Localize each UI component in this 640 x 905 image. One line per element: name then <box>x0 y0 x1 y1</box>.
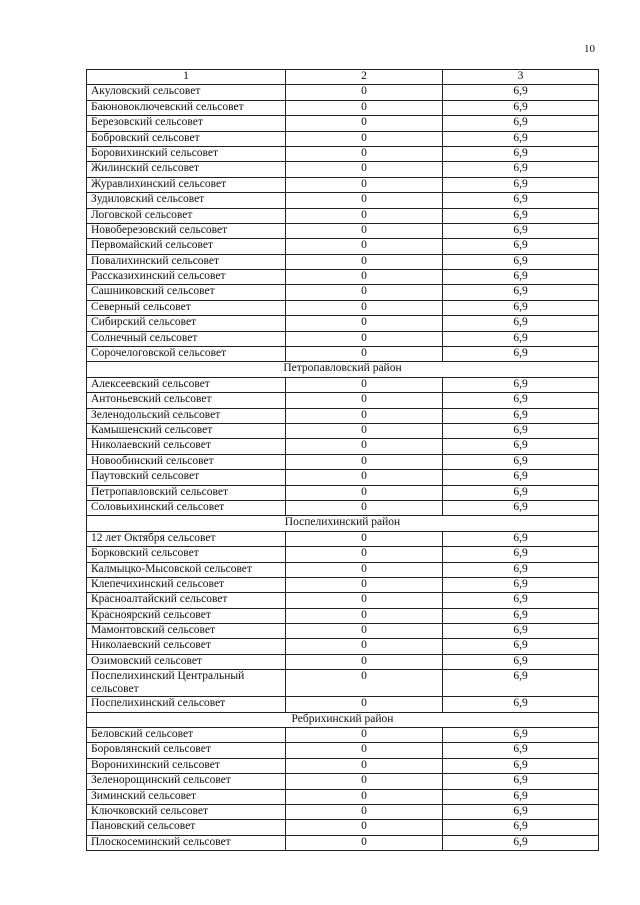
cell-name: Красноалтайский сельсовет <box>87 593 286 608</box>
cell-value-2: 0 <box>286 454 443 469</box>
cell-value-2: 0 <box>286 347 443 362</box>
section-title: Поспелихинский район <box>87 516 599 531</box>
cell-name: Беловский сельсовет <box>87 728 286 743</box>
cell-value-2: 0 <box>286 408 443 423</box>
cell-name: Баюновоключевский сельсовет <box>87 100 286 115</box>
cell-value-2: 0 <box>286 697 443 712</box>
table-row <box>87 835 599 850</box>
cell-value-2: 0 <box>286 331 443 346</box>
cell-name: Боровлянский сельсовет <box>87 743 286 758</box>
table-row <box>87 208 599 223</box>
cell-value-3: 6,9 <box>443 254 599 269</box>
table-row <box>87 347 599 362</box>
cell-value-2: 0 <box>286 608 443 623</box>
cell-value-2: 0 <box>286 85 443 100</box>
cell-value-3: 6,9 <box>443 393 599 408</box>
cell-value-3: 6,9 <box>443 758 599 773</box>
table-row <box>87 254 599 269</box>
table-row <box>87 804 599 819</box>
table-row <box>87 670 599 697</box>
cell-value-2: 0 <box>286 670 443 697</box>
page-number: 10 <box>584 43 595 55</box>
cell-name: Зудиловский сельсовет <box>87 193 286 208</box>
table-row <box>87 500 599 515</box>
cell-value-3: 6,9 <box>443 804 599 819</box>
cell-value-3: 6,9 <box>443 593 599 608</box>
cell-name: Логовской сельсовет <box>87 208 286 223</box>
cell-name: Ключковский сельсовет <box>87 804 286 819</box>
cell-name: Бобровский сельсовет <box>87 131 286 146</box>
cell-name: Плоскосеминский сельсовет <box>87 835 286 850</box>
cell-value-3: 6,9 <box>443 347 599 362</box>
cell-value-2: 0 <box>286 774 443 789</box>
cell-name: 12 лет Октября сельсовет <box>87 531 286 546</box>
cell-name: Солнечный сельсовет <box>87 331 286 346</box>
table-row <box>87 531 599 546</box>
cell-value-3: 6,9 <box>443 624 599 639</box>
cell-name: Поспелихинский Центральный сельсовет <box>87 670 286 697</box>
cell-value-2: 0 <box>286 804 443 819</box>
cell-value-3: 6,9 <box>443 774 599 789</box>
table-row <box>87 177 599 192</box>
cell-value-2: 0 <box>286 624 443 639</box>
section-title: Петропавловский район <box>87 362 599 377</box>
cell-name: Зиминский сельсовет <box>87 789 286 804</box>
cell-value-2: 0 <box>286 423 443 438</box>
cell-value-2: 0 <box>286 820 443 835</box>
cell-value-3: 6,9 <box>443 470 599 485</box>
cell-value-2: 0 <box>286 285 443 300</box>
cell-value-2: 0 <box>286 193 443 208</box>
cell-name: Камышенский сельсовет <box>87 423 286 438</box>
cell-value-3: 6,9 <box>443 377 599 392</box>
cell-value-2: 0 <box>286 300 443 315</box>
cell-value-2: 0 <box>286 531 443 546</box>
table-row <box>87 774 599 789</box>
cell-value-2: 0 <box>286 208 443 223</box>
cell-name: Новообинский сельсовет <box>87 454 286 469</box>
table-row <box>87 470 599 485</box>
cell-value-2: 0 <box>286 439 443 454</box>
cell-name: Борковский сельсовет <box>87 547 286 562</box>
cell-value-3: 6,9 <box>443 316 599 331</box>
table-row <box>87 393 599 408</box>
cell-value-2: 0 <box>286 789 443 804</box>
cell-value-3: 6,9 <box>443 100 599 115</box>
table-row <box>87 423 599 438</box>
cell-value-3: 6,9 <box>443 270 599 285</box>
table-body <box>87 85 599 851</box>
cell-value-2: 0 <box>286 562 443 577</box>
cell-value-2: 0 <box>286 577 443 592</box>
section-row <box>87 362 599 377</box>
cell-value-3: 6,9 <box>443 331 599 346</box>
cell-name: Сашниковский сельсовет <box>87 285 286 300</box>
table-row <box>87 285 599 300</box>
cell-value-3: 6,9 <box>443 285 599 300</box>
cell-value-3: 6,9 <box>443 146 599 161</box>
cell-value-2: 0 <box>286 177 443 192</box>
column-header-1: 1 <box>87 70 286 85</box>
cell-value-3: 6,9 <box>443 697 599 712</box>
cell-name: Антоньевский сельсовет <box>87 393 286 408</box>
table-row <box>87 331 599 346</box>
cell-value-2: 0 <box>286 654 443 669</box>
table-row <box>87 162 599 177</box>
table-row <box>87 239 599 254</box>
cell-value-3: 6,9 <box>443 239 599 254</box>
cell-value-3: 6,9 <box>443 300 599 315</box>
table-row <box>87 131 599 146</box>
section-row <box>87 516 599 531</box>
cell-value-2: 0 <box>286 270 443 285</box>
cell-value-3: 6,9 <box>443 639 599 654</box>
cell-value-2: 0 <box>286 162 443 177</box>
cell-name: Пановский сельсовет <box>87 820 286 835</box>
table-row <box>87 439 599 454</box>
cell-name: Северный сельсовет <box>87 300 286 315</box>
column-header-2: 2 <box>286 70 443 85</box>
cell-name: Калмыцко-Мысовской сельсовет <box>87 562 286 577</box>
cell-name: Озимовский сельсовет <box>87 654 286 669</box>
cell-name: Боровихинский сельсовет <box>87 146 286 161</box>
cell-value-2: 0 <box>286 728 443 743</box>
table-row <box>87 100 599 115</box>
cell-name: Журавлихинский сельсовет <box>87 177 286 192</box>
cell-value-2: 0 <box>286 377 443 392</box>
table-row <box>87 743 599 758</box>
cell-value-2: 0 <box>286 239 443 254</box>
cell-value-3: 6,9 <box>443 547 599 562</box>
cell-value-3: 6,9 <box>443 820 599 835</box>
cell-value-3: 6,9 <box>443 608 599 623</box>
table-row <box>87 408 599 423</box>
cell-value-2: 0 <box>286 485 443 500</box>
cell-value-3: 6,9 <box>443 162 599 177</box>
cell-name: Паутовский сельсовет <box>87 470 286 485</box>
cell-value-3: 6,9 <box>443 208 599 223</box>
cell-name: Алексеевский сельсовет <box>87 377 286 392</box>
section-row <box>87 712 599 727</box>
cell-value-2: 0 <box>286 835 443 850</box>
section-title: Ребрихинский район <box>87 712 599 727</box>
cell-value-3: 6,9 <box>443 116 599 131</box>
cell-name: Соловьихинский сельсовет <box>87 500 286 515</box>
cell-value-2: 0 <box>286 393 443 408</box>
header-row <box>87 70 599 85</box>
table-row <box>87 146 599 161</box>
cell-value-2: 0 <box>286 223 443 238</box>
cell-value-3: 6,9 <box>443 485 599 500</box>
table-row <box>87 639 599 654</box>
table-row <box>87 85 599 100</box>
table-row <box>87 820 599 835</box>
table-row <box>87 562 599 577</box>
cell-name: Березовский сельсовет <box>87 116 286 131</box>
table-row <box>87 654 599 669</box>
data-table <box>86 69 599 851</box>
cell-name: Николаевский сельсовет <box>87 639 286 654</box>
cell-value-2: 0 <box>286 639 443 654</box>
table-row <box>87 223 599 238</box>
cell-name: Мамонтовский сельсовет <box>87 624 286 639</box>
cell-value-2: 0 <box>286 116 443 131</box>
table-row <box>87 608 599 623</box>
cell-value-3: 6,9 <box>443 193 599 208</box>
cell-value-3: 6,9 <box>443 423 599 438</box>
cell-name: Повалихинский сельсовет <box>87 254 286 269</box>
table-row <box>87 300 599 315</box>
cell-value-3: 6,9 <box>443 531 599 546</box>
cell-value-2: 0 <box>286 500 443 515</box>
cell-value-3: 6,9 <box>443 85 599 100</box>
table-row <box>87 624 599 639</box>
cell-value-2: 0 <box>286 316 443 331</box>
cell-value-2: 0 <box>286 743 443 758</box>
cell-value-3: 6,9 <box>443 562 599 577</box>
table-row <box>87 377 599 392</box>
cell-name: Новоберезовский сельсовет <box>87 223 286 238</box>
cell-value-2: 0 <box>286 146 443 161</box>
cell-name: Николаевский сельсовет <box>87 439 286 454</box>
cell-value-3: 6,9 <box>443 177 599 192</box>
table-row <box>87 116 599 131</box>
cell-value-2: 0 <box>286 470 443 485</box>
cell-value-3: 6,9 <box>443 577 599 592</box>
cell-value-3: 6,9 <box>443 500 599 515</box>
cell-value-2: 0 <box>286 100 443 115</box>
cell-value-3: 6,9 <box>443 454 599 469</box>
cell-value-3: 6,9 <box>443 131 599 146</box>
cell-value-3: 6,9 <box>443 728 599 743</box>
cell-value-3: 6,9 <box>443 654 599 669</box>
table-row <box>87 485 599 500</box>
cell-name: Петропавловский сельсовет <box>87 485 286 500</box>
cell-value-3: 6,9 <box>443 439 599 454</box>
table-row <box>87 697 599 712</box>
cell-name: Красноярский сельсовет <box>87 608 286 623</box>
cell-name: Зеленодольский сельсовет <box>87 408 286 423</box>
table-row <box>87 728 599 743</box>
cell-value-3: 6,9 <box>443 670 599 697</box>
cell-name: Поспелихинский сельсовет <box>87 697 286 712</box>
column-header-3: 3 <box>443 70 599 85</box>
table-row <box>87 577 599 592</box>
table-row <box>87 789 599 804</box>
cell-value-3: 6,9 <box>443 743 599 758</box>
cell-name: Сорочелоговской сельсовет <box>87 347 286 362</box>
table-row <box>87 270 599 285</box>
table-row <box>87 193 599 208</box>
table-row <box>87 758 599 773</box>
table-row <box>87 593 599 608</box>
table-row <box>87 547 599 562</box>
cell-value-2: 0 <box>286 254 443 269</box>
cell-value-2: 0 <box>286 547 443 562</box>
cell-value-3: 6,9 <box>443 223 599 238</box>
cell-name: Акуловский сельсовет <box>87 85 286 100</box>
table-row <box>87 316 599 331</box>
cell-value-2: 0 <box>286 131 443 146</box>
cell-name: Воронихинский сельсовет <box>87 758 286 773</box>
table-row <box>87 454 599 469</box>
cell-value-3: 6,9 <box>443 408 599 423</box>
cell-value-2: 0 <box>286 593 443 608</box>
cell-name: Клепечихинский сельсовет <box>87 577 286 592</box>
cell-value-2: 0 <box>286 758 443 773</box>
cell-name: Сибирский сельсовет <box>87 316 286 331</box>
cell-name: Первомайский сельсовет <box>87 239 286 254</box>
cell-value-3: 6,9 <box>443 789 599 804</box>
cell-name: Зеленорощинский сельсовет <box>87 774 286 789</box>
cell-name: Рассказихинский сельсовет <box>87 270 286 285</box>
cell-value-3: 6,9 <box>443 835 599 850</box>
cell-name: Жилинский сельсовет <box>87 162 286 177</box>
